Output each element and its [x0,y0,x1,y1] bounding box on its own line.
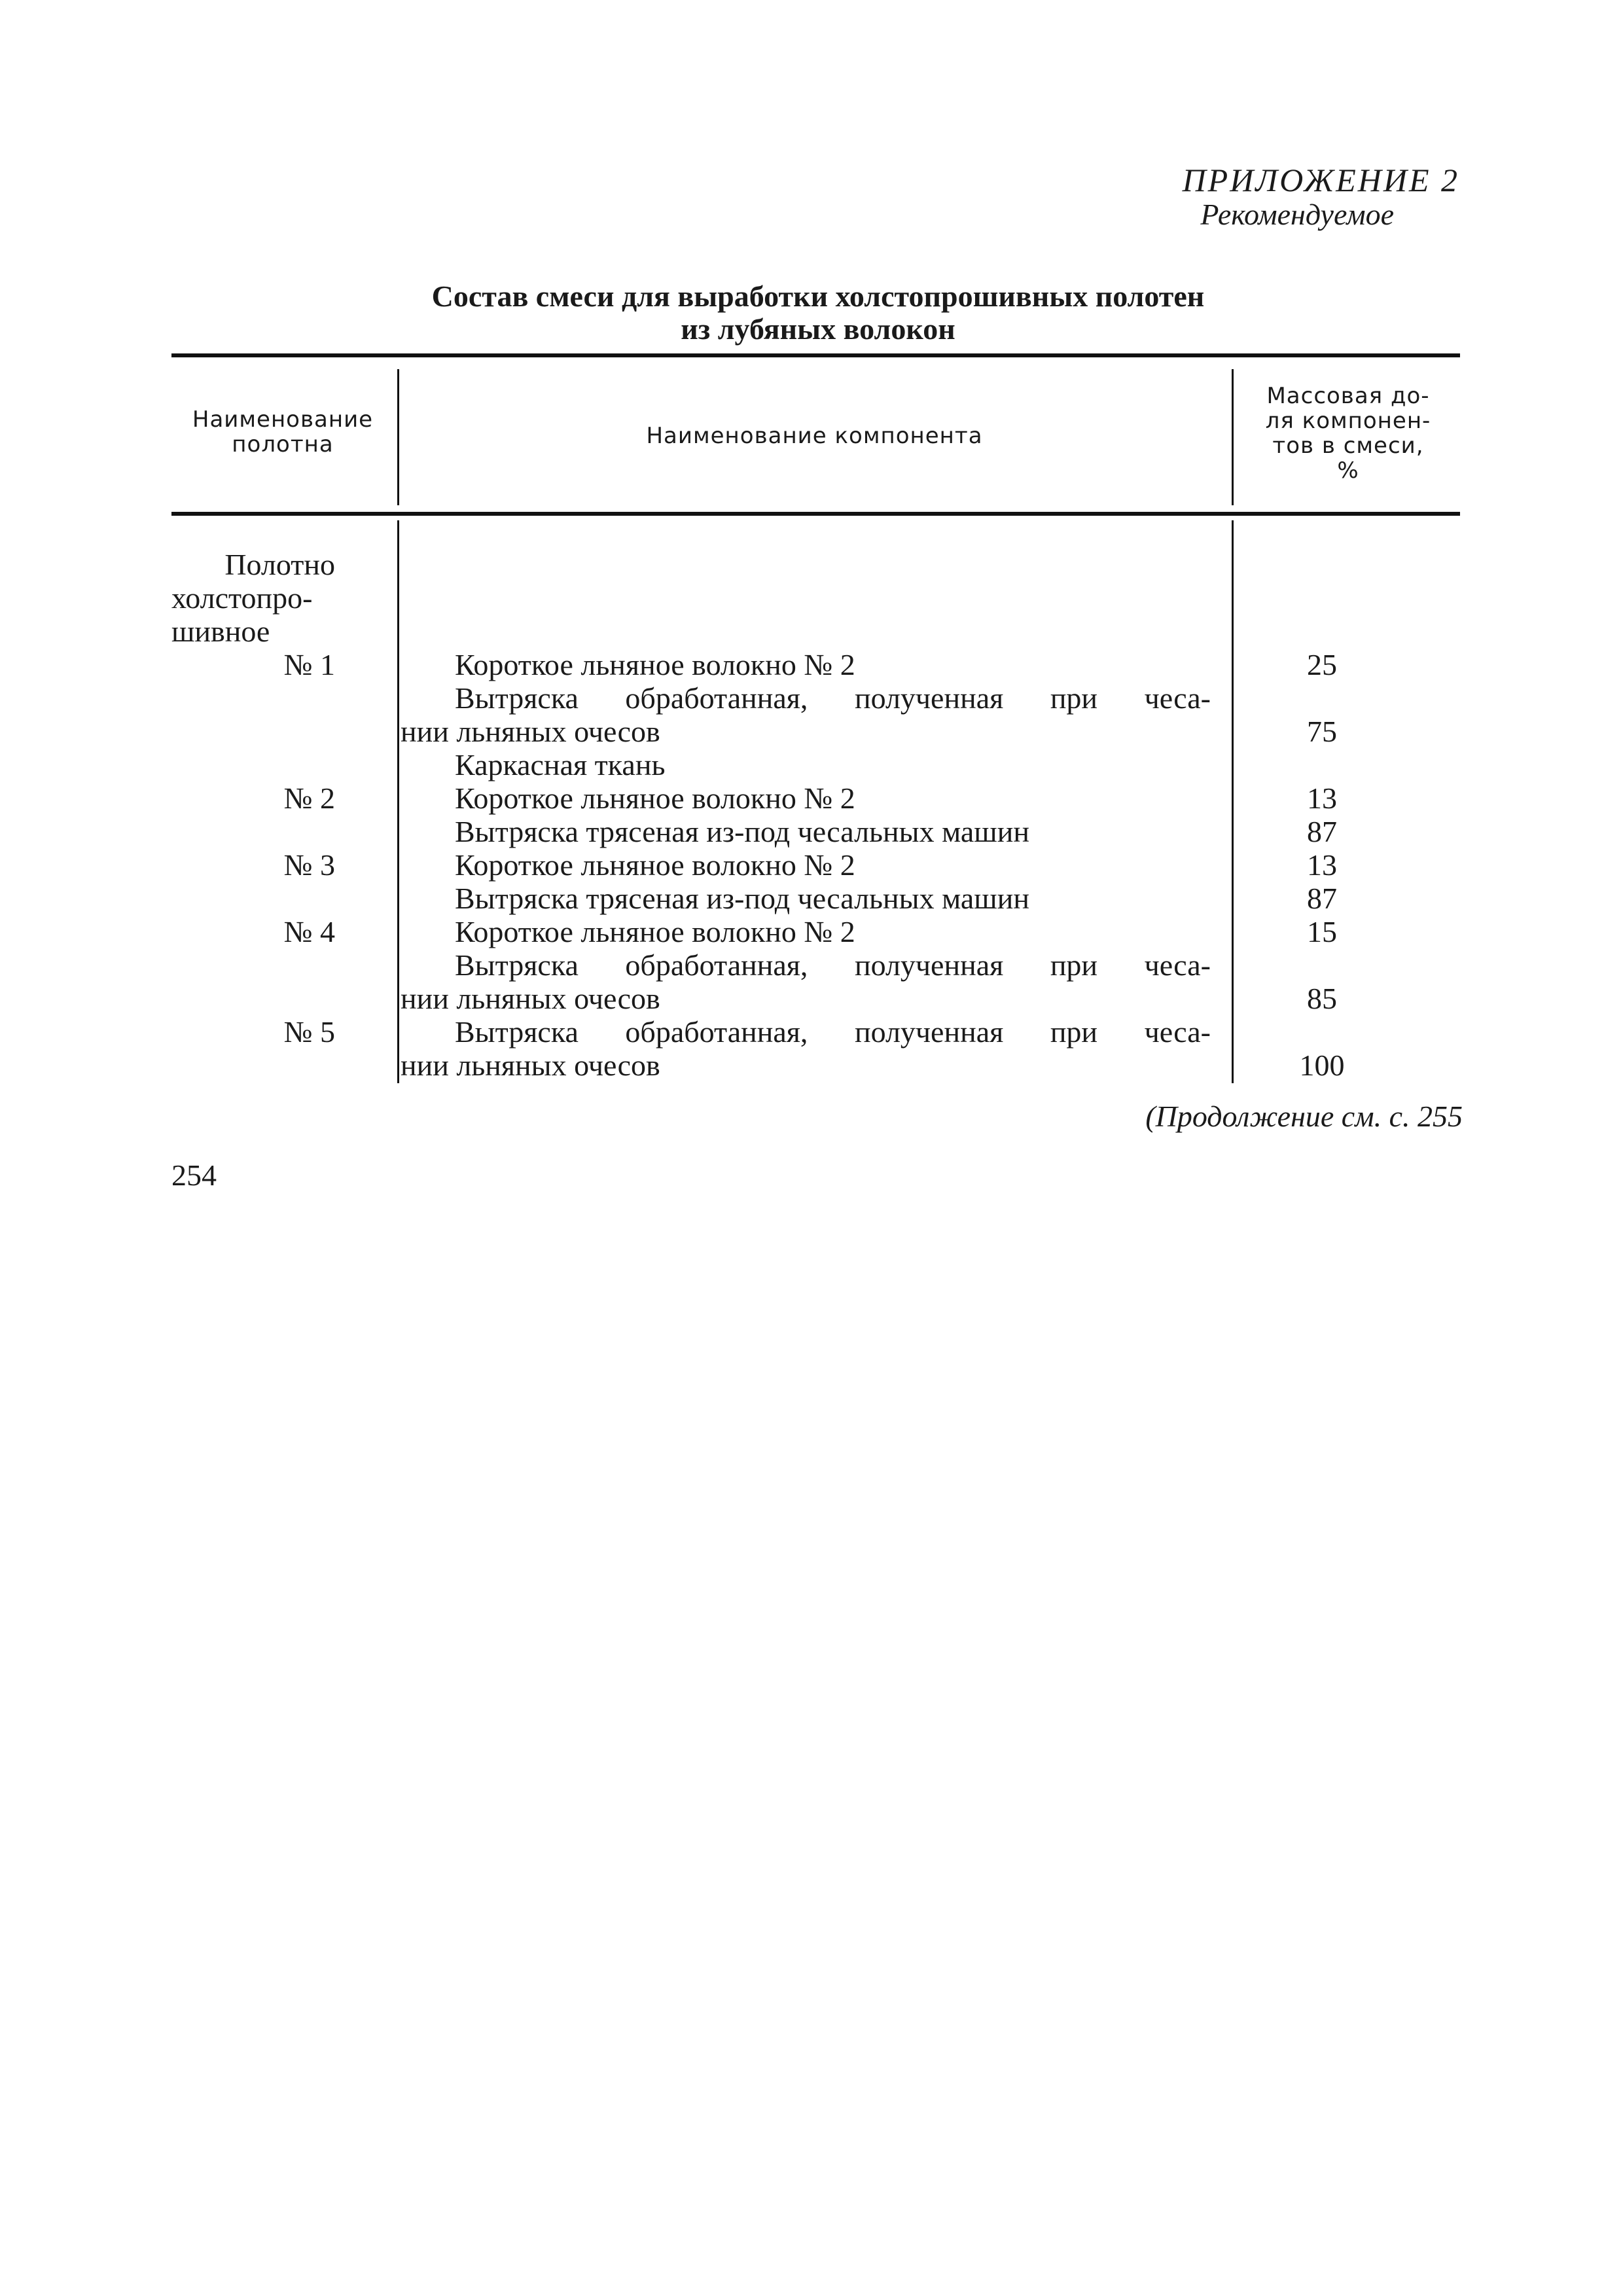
table-header-rule [171,512,1460,516]
component-row-8: Короткое льняное волокно № 2 [455,915,855,948]
header-divider-1 [397,369,399,505]
fabric-group-label-line-3: шивное [171,615,270,648]
header-divider-2 [1232,369,1234,505]
table-title [366,280,1270,346]
component-row-5: Вытряска трясеная из-под чесальных машин [455,815,1029,848]
fabric-number-4: № 4 [283,915,335,948]
continuation-note: (Продолжение см. с. 255 [1145,1100,1463,1133]
table-title-line-1: Состав смеси для выработки холстопрошивных полотен [431,279,1205,313]
component-row-6: Короткое льняное волокно № 2 [455,848,855,882]
table-top-rule [171,353,1460,357]
share-row-6: 13 [1307,848,1337,882]
fabric-number-1: № 1 [283,648,335,681]
component-row-1: Короткое льняное волокно № 2 [455,648,855,681]
fabric-number-3: № 3 [283,848,335,882]
header-fabric-name: Наименование полотна [192,406,374,457]
share-row-9: 85 [1307,982,1337,1015]
body-divider-1 [397,520,399,1083]
component-row-2-line-1: Вытряска обработанная, полученная при чеса- [455,681,1211,715]
component-row-9-line-1: Вытряска обработанная, полученная при чеса- [455,948,1211,982]
component-row-10-line-1: Вытряска обработанная, полученная при чеса- [455,1015,1211,1049]
fabric-number-5: № 5 [283,1015,335,1049]
component-row-3: Каркасная ткань [455,748,666,781]
component-row-10-line-2: нии льняных очесов [401,1049,660,1082]
share-row-1: 25 [1307,648,1337,681]
share-row-8: 15 [1307,915,1337,948]
fabric-group-label-line-1: Полотно [224,548,335,581]
appendix-title: ПРИЛОЖЕНИЕ 2 [1182,162,1459,198]
share-row-2: 75 [1307,715,1337,748]
share-row-10: 100 [1299,1049,1345,1082]
component-row-4: Короткое льняное волокно № 2 [455,781,855,815]
table-title-line-2: из лубяных волокон [681,312,955,346]
fabric-number-2: № 2 [283,781,335,815]
component-row-2-line-2: нии льняных очесов [401,715,660,748]
share-row-5: 87 [1307,815,1337,848]
fabric-group-label-line-2: холстопро- [171,581,313,615]
component-row-9-line-2: нии льняных очесов [401,982,660,1015]
share-row-4: 13 [1307,781,1337,815]
component-row-7: Вытряска трясеная из-под чесальных машин [455,882,1029,915]
appendix-subtitle: Рекомендуемое [1200,198,1394,231]
header-mass-share: Массовая до- ля компонен- тов в смеси, % [1265,383,1431,484]
share-row-7: 87 [1307,882,1337,915]
page-number: 254 [171,1158,217,1192]
header-component-name: Наименование компонента [646,423,983,449]
body-divider-2 [1232,520,1234,1083]
